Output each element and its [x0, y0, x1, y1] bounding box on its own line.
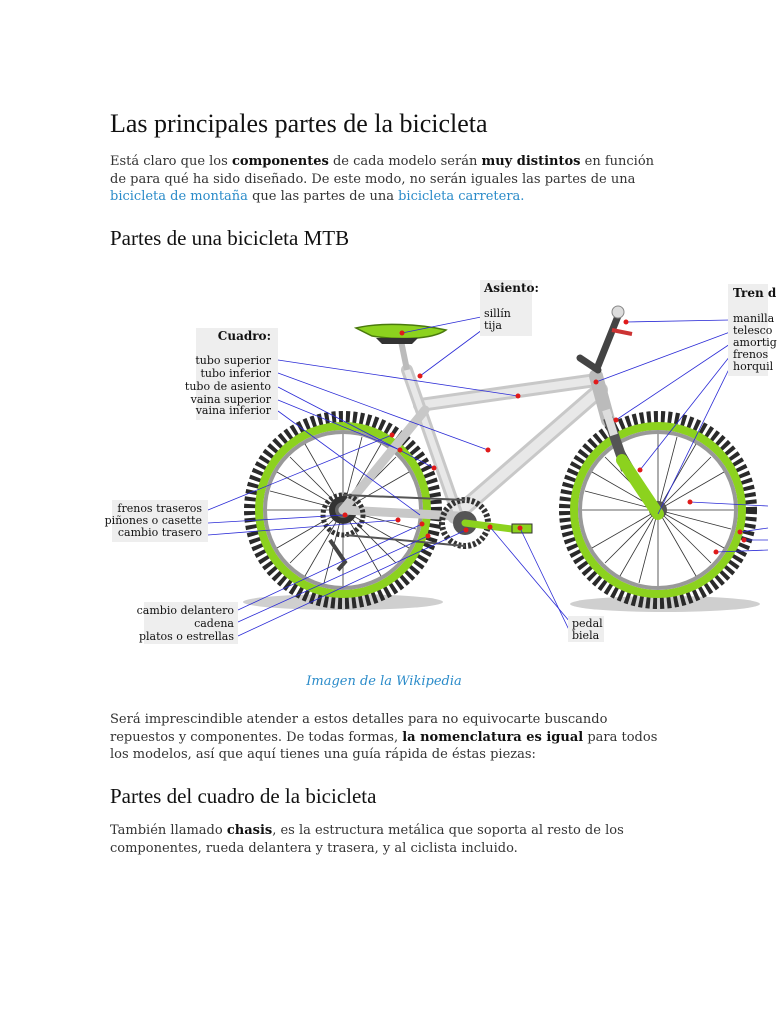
image-caption[interactable]: Imagen de la Wikipedia [306, 674, 462, 689]
label-frenos-traseros: frenos traseros [117, 502, 202, 515]
guide-paragraph [110, 711, 658, 764]
tren-header: Tren d [733, 286, 777, 300]
page-title: Las principales partes de la bicicleta [110, 109, 488, 138]
section-title-frame: Partes del cuadro de la bicicleta [110, 784, 377, 808]
intro-bold-distinct: muy distintos [481, 154, 581, 169]
label-tija: tija [484, 319, 502, 332]
intro-text: en función de para qué ha sido diseñado. De este modo, no serán iguales las partes de una [110, 154, 655, 187]
bike-illustration [0, 270, 768, 650]
road-bike-link[interactable]: bicicleta carretera [398, 189, 521, 204]
label-vaina-inferior: vaina inferior [195, 404, 271, 417]
label-tubo-inferior: tubo inferior [200, 367, 271, 380]
label-sillin: sillín [484, 307, 511, 320]
intro-text: que las partes de una [247, 189, 399, 204]
label-tubo-superior: tubo superior [195, 354, 271, 367]
label-biela: biela [572, 629, 600, 642]
intro-bold-components: componentes [231, 154, 329, 169]
label-pinones: piñones o casette [104, 514, 202, 527]
handlebar [580, 306, 632, 370]
label-platos: platos o estrellas [138, 630, 234, 643]
guide-bold-nomenclature: la nomenclatura es igual [402, 729, 584, 745]
label-cadena: cadena [194, 617, 234, 630]
frame-text: También llamado [110, 823, 227, 838]
label-amortig: amortig [733, 336, 777, 349]
mtb-bike-link[interactable]: bicicleta de montaña [110, 189, 248, 204]
frame-text: , es la estructura metálica que soporta al resto de los componentes, rueda delantera y trasera, y al ciclista incluido. [110, 823, 624, 856]
cuadro-header: Cuadro: [217, 329, 271, 343]
label-cambio-trasero: cambio trasero [117, 526, 202, 539]
label-telesco: telesco [733, 324, 773, 337]
label-vaina-superior: vaina superior [190, 393, 271, 406]
bike-diagram [0, 270, 777, 650]
intro-text: . [520, 189, 525, 204]
front-wheel-shadow [570, 596, 760, 612]
frame-paragraph [110, 822, 658, 857]
label-tubo-asiento: tubo de asiento [184, 380, 271, 393]
label-pedal: pedal [572, 617, 603, 630]
intro-text: de cada modelo serán [328, 154, 482, 169]
label-manilla: manilla [733, 312, 775, 325]
guide-text: Será imprescindible atender a estos detalles para no equivocarte buscando repuestos y componentes. De todas formas, [110, 712, 608, 745]
intro-text: Está claro que los [110, 154, 232, 169]
label-cambio-delantero: cambio delantero [136, 604, 234, 617]
section-title-mtb: Partes de una bicicleta MTB [110, 226, 350, 250]
guide-text: para todos los modelos, así que aquí tienes una guía rápida de éstas piezas: [110, 729, 658, 762]
frame-bold-chasis: chasis [226, 823, 273, 838]
label-frenos: frenos [733, 348, 769, 361]
intro-paragraph [110, 153, 658, 206]
label-horquilla: horquil [733, 360, 774, 373]
asiento-header: Asiento: [484, 281, 539, 295]
